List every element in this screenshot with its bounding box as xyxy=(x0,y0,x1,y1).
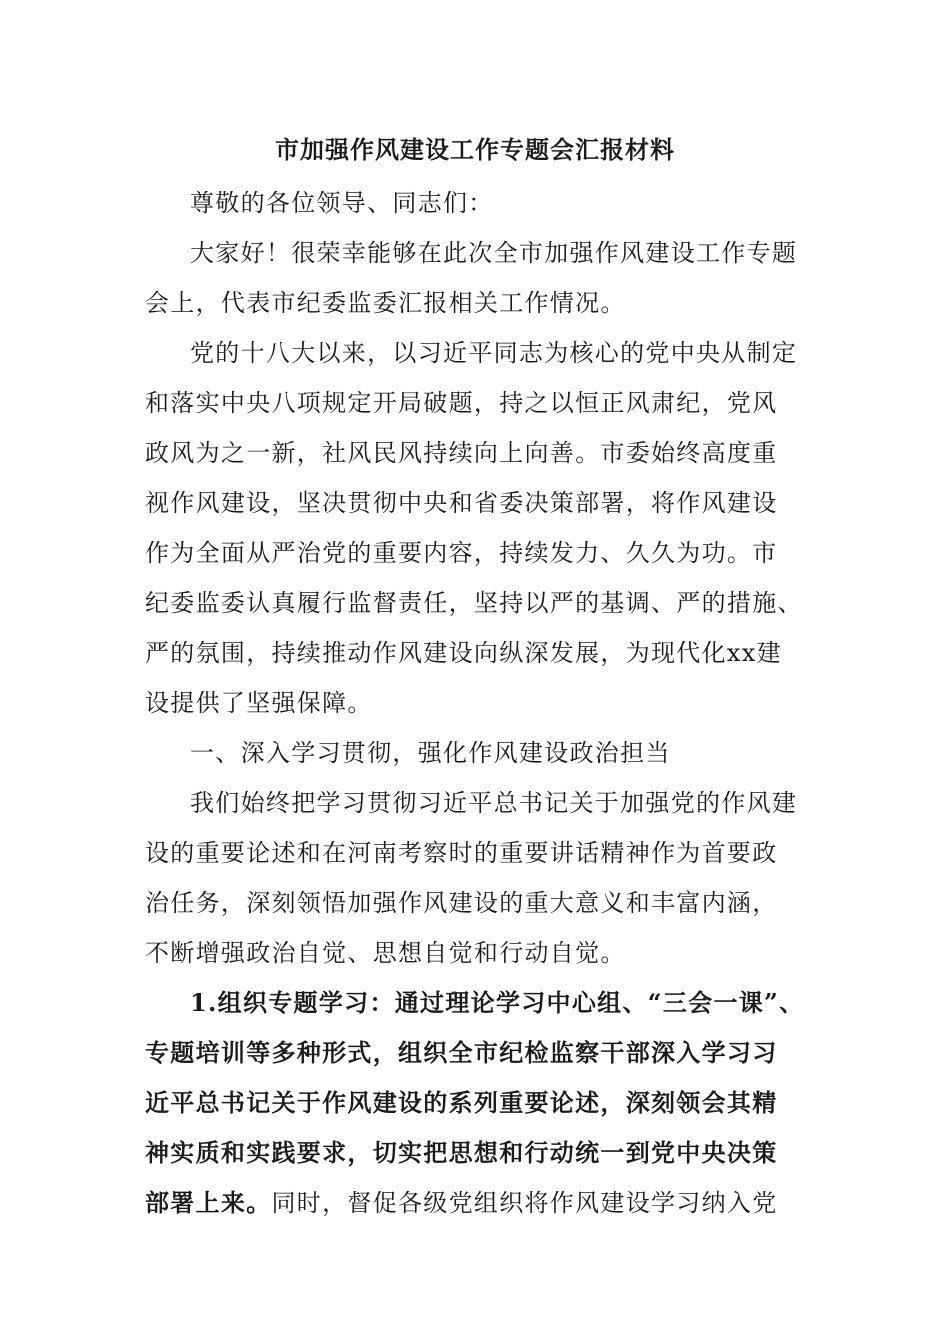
paragraph-line: 大家好！很荣幸能够在此次全市加强作风建设工作专题 xyxy=(190,239,798,267)
paragraph-line: 作为全面从严治党的重要内容，持续发力、久久为功。市 xyxy=(145,539,778,567)
paragraph-line: 设的重要论述和在河南考察时的重要讲话精神作为首要政 xyxy=(145,839,778,867)
paragraph-line: 治任务，深刻领悟加强作风建设的重大意义和丰富内涵， xyxy=(145,889,778,917)
mixed-paragraph-line xyxy=(145,1185,825,1221)
bold-text-segment: 部署上来。 xyxy=(145,1188,272,1217)
text-segment: 同时，督促各级党组织将作风建设学习纳入党 xyxy=(271,1189,778,1217)
paragraph-line: 严的氛围，持续推动作风建设向纵深发展，为现代化xx建 xyxy=(145,639,782,667)
document-title: 市加强作风建设工作专题会汇报材料 xyxy=(275,135,675,164)
paragraph-line: 纪委监委认真履行监督责任，坚持以严的基调、严的措施、 xyxy=(145,589,803,617)
paragraph-line: 不断增强政治自觉、思想自觉和行动自觉。 xyxy=(145,939,626,967)
bold-paragraph-line: 1.组织专题学习：通过理论学习中心组、“三会一课”、 xyxy=(190,988,805,1017)
section-heading: 一、深入学习贯彻，强化作风建设政治担当 xyxy=(190,739,671,767)
paragraph-line: 视作风建设，坚决贯彻中央和省委决策部署，将作风建设 xyxy=(145,489,778,517)
salutation: 尊敬的各位领导、同志们： xyxy=(190,189,494,217)
paragraph-line: 会上，代表市纪委监委汇报相关工作情况。 xyxy=(145,289,626,317)
bold-paragraph-line: 神实质和实践要求，切实把思想和行动统一到党中央决策 xyxy=(145,1138,778,1167)
paragraph-line: 我们始终把学习贯彻习近平总书记关于加强党的作风建 xyxy=(190,789,798,817)
paragraph-line: 党的十八大以来，以习近平同志为核心的党中央从制定 xyxy=(190,339,798,367)
bold-paragraph-line: 近平总书记关于作风建设的系列重要论述，深刻领会其精 xyxy=(145,1088,778,1117)
paragraph-line: 政风为之一新，社风民风持续向上向善。市委始终高度重 xyxy=(145,439,778,467)
bold-paragraph-line: 专题培训等多种形式，组织全市纪检监察干部深入学习习 xyxy=(145,1038,778,1067)
paragraph-line: 设提供了坚强保障。 xyxy=(145,689,373,717)
paragraph-line: 和落实中央八项规定开局破题，持之以恒正风肃纪，党风 xyxy=(145,389,778,417)
